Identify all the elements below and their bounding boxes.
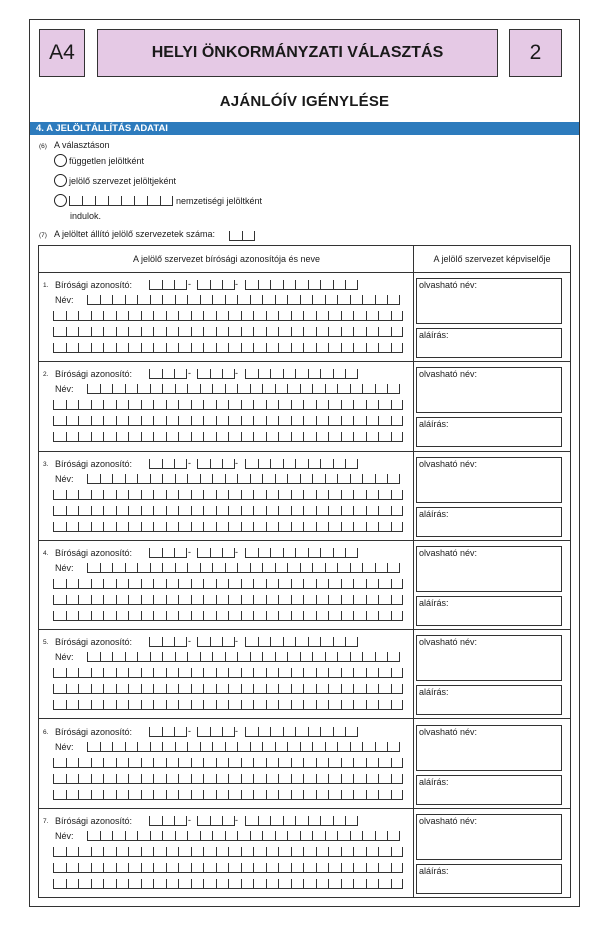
court-id-dash: - — [188, 636, 191, 647]
court-id-dash: - — [188, 279, 191, 289]
row-number: 2. — [43, 371, 49, 379]
option-nationality-radio[interactable] — [54, 194, 67, 207]
organisation-row — [39, 273, 570, 362]
name-field-line2[interactable] — [53, 490, 403, 500]
name-label: Név: — [55, 562, 74, 573]
court-id-part3[interactable] — [245, 280, 358, 290]
name-field-line4[interactable] — [53, 879, 403, 889]
court-id-part3[interactable] — [245, 637, 358, 647]
organisation-row — [39, 809, 570, 898]
section-title: 4. A JELÖLTÁLLÍTÁS ADATAI — [30, 122, 579, 135]
name-field-line4[interactable] — [53, 611, 403, 621]
court-id-label: Bírósági azonosító: — [55, 280, 133, 290]
court-id-dash: - — [188, 814, 191, 825]
name-field-line3[interactable] — [53, 506, 403, 516]
readable-name-label: olvasható név: — [419, 369, 478, 380]
option-independent-label: független jelöltként — [69, 156, 145, 166]
signature-field[interactable] — [416, 685, 562, 715]
readable-name-label: olvasható név: — [419, 458, 478, 469]
court-id-dash: - — [188, 457, 191, 468]
signature-label: aláírás: — [419, 419, 449, 430]
name-field-line3[interactable] — [53, 595, 403, 605]
nationality-name-field[interactable] — [69, 196, 173, 206]
form-code-box — [39, 29, 85, 77]
court-id-part1[interactable] — [149, 637, 187, 647]
signature-label: aláírás: — [419, 776, 449, 787]
organisation-row — [39, 362, 570, 451]
name-field-line1[interactable] — [87, 831, 400, 841]
name-field-line1[interactable] — [87, 295, 400, 305]
row-number: 1. — [43, 282, 49, 289]
court-id-part3[interactable] — [245, 816, 358, 826]
question-7-number: (7) — [39, 232, 47, 239]
court-id-part3[interactable] — [245, 727, 358, 737]
col1-header: A jelölő szervezet bírósági azonosítója és neve — [39, 246, 414, 273]
name-label: Név: — [55, 652, 74, 663]
name-field-line3[interactable] — [53, 684, 403, 694]
court-id-part3[interactable] — [245, 369, 358, 379]
signature-field[interactable] — [416, 507, 562, 537]
option-nationality-label: nemzetiségi jelöltként — [176, 196, 263, 206]
court-id-dash: - — [235, 457, 238, 468]
name-field-line4[interactable] — [53, 790, 403, 800]
name-field-line2[interactable] — [53, 400, 403, 410]
court-id-label: Bírósági azonosító: — [55, 547, 133, 558]
name-field-line1[interactable] — [87, 652, 400, 662]
indulok-label: indulok. — [70, 211, 102, 221]
signature-field[interactable] — [416, 596, 562, 626]
organisation-count-field[interactable] — [229, 231, 255, 241]
form-title-box — [97, 29, 498, 77]
readable-name-label: olvasható név: — [419, 637, 478, 648]
organisation-row — [39, 630, 570, 719]
readable-name-label: olvasható név: — [419, 726, 478, 737]
signature-field[interactable] — [416, 417, 562, 447]
organisations-table — [38, 245, 571, 898]
signature-field[interactable] — [416, 775, 562, 805]
name-field-line1[interactable] — [87, 474, 400, 484]
court-id-dash: - — [188, 368, 191, 379]
readable-name-field[interactable] — [416, 546, 562, 592]
signature-label: aláírás: — [419, 508, 449, 519]
question-6-number: (6) — [39, 143, 47, 150]
question-6 — [39, 140, 110, 150]
row-number: 7. — [43, 817, 49, 825]
name-field-line4[interactable] — [53, 343, 403, 353]
form-subtitle: AJÁNLÓÍV IGÉNYLÉSE — [219, 93, 390, 110]
court-id-part1[interactable] — [149, 548, 187, 558]
name-field-line2[interactable] — [53, 758, 403, 768]
court-id-label: Bírósági azonosító: — [55, 726, 133, 737]
readable-name-field[interactable] — [416, 457, 562, 503]
court-id-part2[interactable] — [197, 459, 235, 469]
court-id-label: Bírósági azonosító: — [55, 815, 133, 826]
readable-name-label: olvasható név: — [419, 815, 478, 826]
court-id-part2[interactable] — [197, 280, 235, 290]
court-id-dash: - — [235, 368, 238, 379]
signature-field[interactable] — [416, 864, 562, 894]
readable-name-field[interactable] — [416, 814, 562, 860]
court-id-part2[interactable] — [197, 637, 235, 647]
signature-label: aláírás: — [419, 330, 449, 340]
court-id-dash: - — [235, 725, 238, 736]
court-id-dash: - — [188, 546, 191, 557]
court-id-part1[interactable] — [149, 280, 187, 290]
court-id-part2[interactable] — [197, 816, 235, 826]
signature-label: aláírás: — [419, 687, 449, 698]
name-label: Név: — [55, 295, 74, 305]
readable-name-field[interactable] — [416, 725, 562, 771]
court-id-part3[interactable] — [245, 459, 358, 469]
organisation-row — [39, 720, 570, 809]
option-organisation-radio[interactable] — [54, 174, 67, 187]
court-id-dash: - — [188, 725, 191, 736]
readable-name-field[interactable] — [416, 278, 562, 324]
court-id-part2[interactable] — [197, 548, 235, 558]
row-number: 5. — [43, 639, 49, 647]
court-id-dash: - — [235, 636, 238, 647]
question-7-label: A jelöltet állító jelölő szervezetek száma: — [53, 229, 216, 239]
court-id-part1[interactable] — [149, 727, 187, 737]
court-id-part2[interactable] — [197, 727, 235, 737]
name-field-line2[interactable] — [53, 668, 403, 678]
row-number: 4. — [43, 549, 49, 557]
name-field-line4[interactable] — [53, 522, 403, 532]
signature-label: aláírás: — [419, 597, 449, 608]
name-field-line4[interactable] — [53, 700, 403, 710]
court-id-label: Bírósági azonosító: — [55, 369, 133, 380]
court-id-part1[interactable] — [149, 459, 187, 469]
name-field-line3[interactable] — [53, 863, 403, 873]
signature-label: aláírás: — [419, 865, 449, 876]
page-number-box — [509, 29, 562, 77]
signature-field[interactable] — [416, 328, 562, 358]
name-label: Név: — [55, 473, 74, 484]
option-organisation-label: jelölő szervezet jelöltjeként — [69, 176, 177, 186]
question-6-label: A választáson — [53, 140, 110, 150]
row-number: 6. — [43, 728, 49, 736]
name-field-line3[interactable] — [53, 327, 403, 337]
court-id-part3[interactable] — [245, 548, 358, 558]
option-independent-radio[interactable] — [54, 154, 67, 167]
court-id-label: Bírósági azonosító: — [55, 458, 133, 469]
name-label: Név: — [55, 741, 74, 752]
court-id-label: Bírósági azonosító: — [55, 637, 133, 648]
name-field-line3[interactable] — [53, 416, 403, 426]
name-label: Név: — [55, 384, 74, 395]
form-code: A4 — [49, 41, 75, 64]
court-id-dash: - — [235, 814, 238, 825]
name-field-line2[interactable] — [53, 847, 403, 857]
court-id-part1[interactable] — [149, 369, 187, 379]
court-id-part2[interactable] — [197, 369, 235, 379]
organisation-row — [39, 541, 570, 630]
page-number: 2 — [529, 41, 542, 64]
name-field-line4[interactable] — [53, 432, 403, 442]
name-field-line1[interactable] — [87, 742, 400, 752]
name-field-line1[interactable] — [87, 384, 400, 394]
name-field-line3[interactable] — [53, 774, 403, 784]
court-id-dash: - — [235, 546, 238, 557]
question-7 — [39, 229, 215, 239]
organisation-row — [39, 452, 570, 541]
col2-header: A jelölő szervezet képviselője — [414, 246, 570, 273]
name-field-line2[interactable] — [53, 311, 403, 321]
court-id-part1[interactable] — [149, 816, 187, 826]
name-field-line1[interactable] — [87, 563, 400, 573]
name-label: Név: — [55, 830, 74, 841]
readable-name-label: olvasható név: — [419, 280, 478, 290]
readable-name-label: olvasható név: — [419, 547, 478, 558]
row-number: 3. — [43, 460, 49, 468]
form-title: HELYI ÖNKORMÁNYZATI VÁLASZTÁS — [151, 44, 444, 61]
readable-name-field[interactable] — [416, 367, 562, 413]
court-id-dash: - — [235, 279, 238, 289]
name-field-line2[interactable] — [53, 579, 403, 589]
readable-name-field[interactable] — [416, 635, 562, 681]
